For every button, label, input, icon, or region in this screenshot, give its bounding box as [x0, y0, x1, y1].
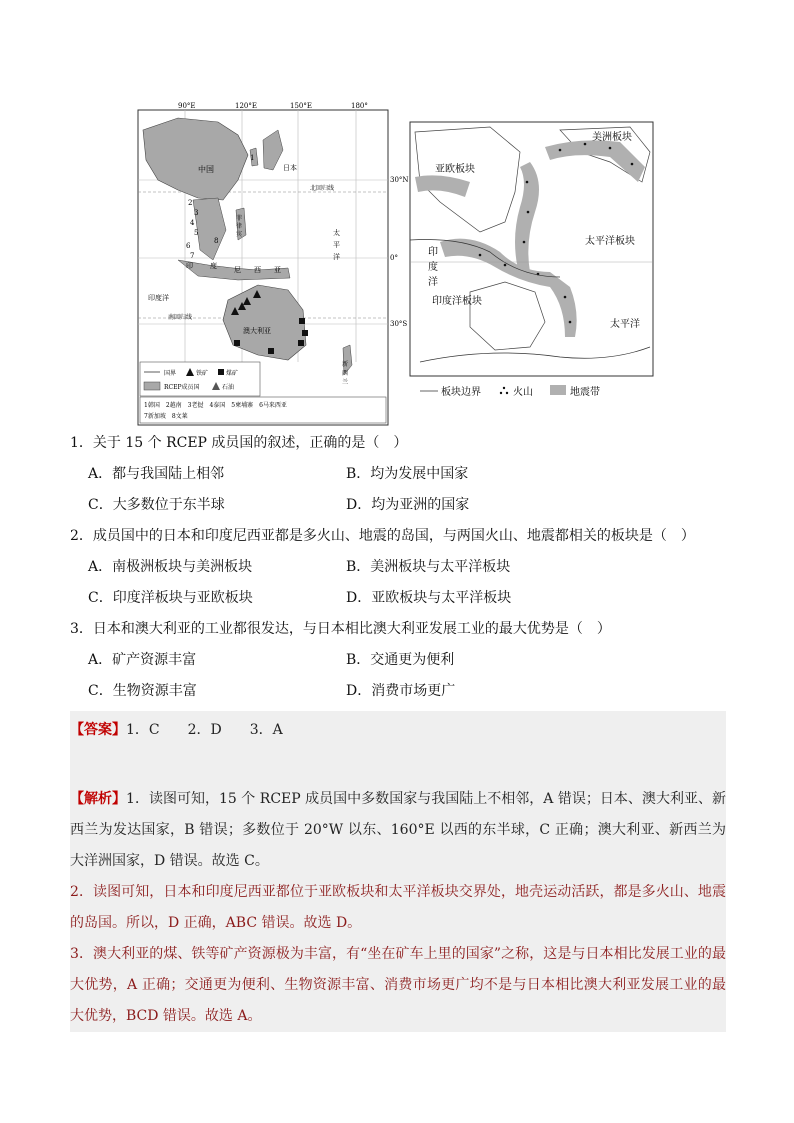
lon-120: 120°E — [235, 102, 257, 110]
options-row — [70, 459, 726, 490]
label-pacific-3: 洋 — [333, 253, 340, 261]
lat-30n: 30°N — [390, 176, 409, 184]
label-indian-1: 印 — [428, 247, 438, 258]
option-a: A．南极洲板块与美洲板块 — [88, 559, 253, 575]
answer-tag: 【答案】 — [70, 722, 126, 738]
label-tropic-s: 南回归线 — [168, 314, 193, 321]
label-indian-2: 度 — [428, 262, 438, 273]
label-id-2: 度 — [210, 262, 217, 270]
lon-180: 180° — [351, 102, 368, 110]
label-australia: 澳大利亚 — [243, 327, 271, 335]
num-4: 4 — [190, 219, 195, 227]
key-row1: 1韩国 2越南 3老挝 4泰国 5柬埔寨 6马来西亚 — [144, 402, 287, 409]
label-id-5: 亚 — [274, 266, 281, 274]
lat-0: 0° — [390, 254, 398, 262]
key-row2: 7新加坡 8文莱 — [144, 413, 188, 420]
label-pacific-2: 平 — [333, 241, 340, 249]
answer-line — [70, 715, 726, 746]
label-ph-2: 律 — [236, 223, 243, 230]
num-7: 7 — [190, 252, 195, 260]
label-japan: 日本 — [283, 164, 297, 172]
label-ph-1: 菲 — [236, 215, 243, 222]
lat-30s: 30°S — [390, 320, 408, 328]
option-c: C．大多数位于东半球 — [88, 497, 225, 513]
question-1 — [70, 428, 726, 521]
options-row — [70, 583, 726, 614]
label-id-4: 西 — [254, 266, 261, 274]
label-nz-1: 新 — [342, 361, 349, 368]
legend-coal: 煤矿 — [226, 370, 239, 377]
label-indian-plate: 印度洋板块 — [432, 296, 482, 307]
label-tropic-n: 北回归线 — [310, 185, 335, 192]
analysis-text-1: 1．读图可知，15 个 RCEP 成员国中多数国家与我国陆上不相邻，A 错误；日本、澳大利亚、新西兰为发达国家，B 错误；多数位于 20°W 以东、160°E 以西的东半球，C 正确；澳大利亚、新西兰为大洋洲国家，D 错误。故选 C。 — [70, 791, 726, 869]
lon-150: 150°E — [290, 102, 312, 110]
analysis-p3: 3．澳大利亚的煤、铁等矿产资源极为丰富，有“坐在矿车上里的国家”之称，这是与日本相比发展工业的最大优势，A 正确；交通更为便利、生物资源丰富、消费市场更广均不是与日本相比澳大利亚发展工业的最大优势，BCD 错误。故选 A。 — [70, 946, 726, 1024]
legend-border: 国界 — [164, 370, 177, 377]
question-stem: 3．日本和澳大利亚的工业都很发达，与日本相比澳大利亚发展工业的最大优势是（ ） — [70, 621, 611, 637]
question-2 — [70, 521, 726, 614]
question-3 — [70, 614, 726, 707]
legend-boundary: 板块边界 — [441, 387, 481, 398]
analysis-tag: 【解析】 — [70, 791, 127, 807]
legend-member: RCEP成员国 — [164, 384, 200, 391]
num-8: 8 — [214, 237, 219, 245]
question-content — [70, 428, 726, 1032]
option-b: B．交通更为便利 — [346, 652, 455, 668]
num-1: 1 — [250, 154, 255, 162]
option-a: A．矿产资源丰富 — [88, 652, 197, 668]
lon-90: 90°E — [178, 102, 196, 110]
legend-quake: 地震带 — [570, 387, 600, 398]
option-d: D．亚欧板块与太平洋板块 — [346, 590, 512, 606]
label-indian-3: 洋 — [428, 277, 438, 288]
label-id-3: 尼 — [234, 266, 241, 274]
analysis-p2: 2．读图可知，日本和印度尼西亚都位于亚欧板块和太平洋板块交界处，地壳运动活跃，都是多火山、地震的岛国。所以，D 正确，ABC 错误。故选 D。 — [70, 884, 726, 931]
label-american-plate: 美洲板块 — [592, 132, 632, 143]
figure-maps — [138, 100, 658, 425]
label-china: 中国 — [198, 165, 214, 174]
label-pacific-1: 太 — [333, 229, 340, 237]
option-c: C．印度洋板块与亚欧板块 — [88, 590, 253, 606]
plate-map — [410, 122, 658, 407]
answer-text: 1．C 2．D 3．A — [126, 722, 283, 738]
rcep-map — [138, 100, 409, 425]
label-pacific-ocean: 太平洋 — [610, 319, 640, 330]
analysis-p1 — [70, 784, 726, 877]
options-row — [70, 490, 726, 521]
options-row — [70, 645, 726, 676]
num-5: 5 — [194, 229, 199, 237]
legend-oil: 石油 — [222, 384, 235, 391]
label-id-1: 印 — [186, 262, 193, 270]
answer-box — [70, 711, 726, 1032]
num-6: 6 — [186, 242, 191, 250]
label-nz-3: 兰 — [342, 379, 349, 386]
label-eurasian-plate: 亚欧板块 — [435, 164, 475, 175]
num-3: 3 — [194, 209, 199, 217]
option-b: B．均为发展中国家 — [346, 466, 469, 482]
label-nz-2: 西 — [342, 370, 349, 377]
options-row — [70, 676, 726, 707]
num-2: 2 — [188, 199, 193, 207]
option-a: A．都与我国陆上相邻 — [88, 466, 225, 482]
legend-volcano: 火山 — [513, 387, 533, 398]
option-d: D．均为亚洲的国家 — [346, 497, 470, 513]
question-stem: 2．成员国中的日本和印度尼西亚都是多火山、地震的岛国，与两国火山、地震都相关的板块是（ ） — [70, 528, 695, 544]
label-pacific-plate: 太平洋板块 — [585, 236, 635, 247]
option-d: D．消费市场更广 — [346, 683, 456, 699]
options-row — [70, 552, 726, 583]
question-stem: 1．关于 15 个 RCEP 成员国的叙述，正确的是（ ） — [70, 435, 408, 451]
option-b: B．美洲板块与太平洋板块 — [346, 559, 511, 575]
label-ph-3: 宾 — [236, 231, 243, 238]
option-c: C．生物资源丰富 — [88, 683, 197, 699]
legend-iron: 铁矿 — [196, 370, 209, 377]
label-indian-ocean: 印度洋 — [148, 294, 169, 302]
